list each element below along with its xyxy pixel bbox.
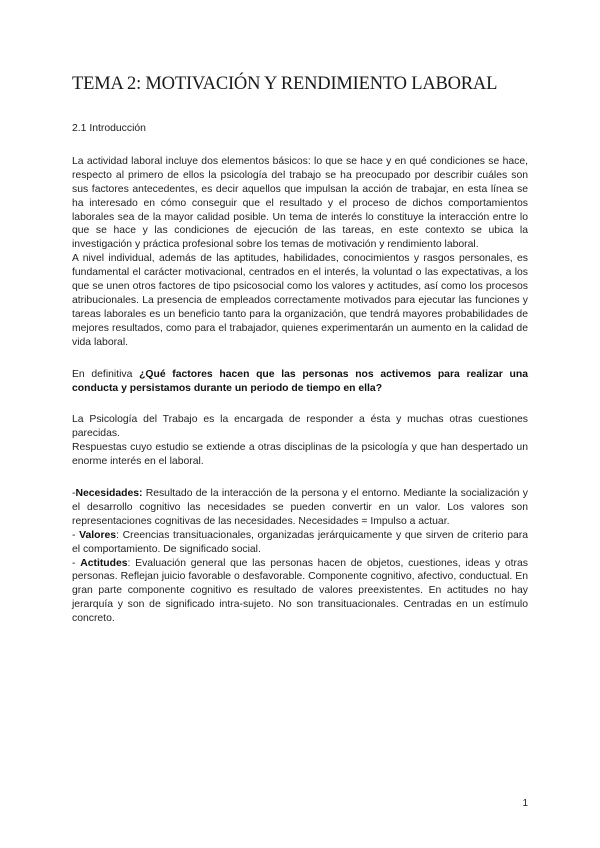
section-heading: 2.1 Introducción [72,123,146,134]
definition-term: Necesidades: [75,488,143,500]
page-number: 1 [522,798,528,809]
key-question-bold: ¿Qué factores hacen que las personas nos activemos para realizar una conducta y persistamos durante un periodo de tiempo en ella? [72,368,528,394]
definition-prefix: - [72,557,81,569]
definition-text: : Creencias transituacionales, organizadas jerárquicamente y que sirven de criterio para el comportamiento. De significado social. [72,529,528,555]
definition-text: : Evaluación general que las personas hacen de objetos, cuestiones, ideas y otras personas. Reflejan juicio favorable o desfavorable. Componente cognitivo, afectivo, conductual. En gran parte componente cognitivo es resultado de valores preexistentes. En actitudes no hay jerarquía y son de significado intra-sujeto. No son transituacionales. Centradas en un estímulo concreto. [72,557,528,625]
definition-prefix: - [72,529,80,541]
intro-paragraph-1: La actividad laboral incluye dos elementos básicos: lo que se hace y en qué condiciones se hace, respecto al primero de ellos la psicología del trabajo se ha preocupado por describir cuáles son sus factores antecedentes, es decir aquellos que impulsan la acción de trabajar, en esta línea se ha interesado en cómo conseguir que el resultado y el proceso de dichos comportamientos laborales sea de la mayor calidad posible. Un tema de interés lo constituye la interacción entre lo que se hace y las condiciones de ejecución de las tareas, en este contexto se ubica la investigación y práctica profesional sobre los temas de motivación y rendimiento laboral. [72,155,528,251]
key-question-intro: En definitiva [72,368,140,380]
document-page [72,0,528,848]
key-question [72,368,528,396]
definition-prefix: - [72,488,76,500]
psychology-paragraph: La Psicología del Trabajo es la encargada de responder a ésta y muchas otras cuestiones parecidas. [72,414,528,440]
definition-term: Actitudes [80,557,128,569]
definition-valores [72,529,528,557]
page-title: TEMA 2: MOTIVACIÓN Y RENDIMIENTO LABORAL [72,74,498,94]
answers-paragraph: Respuestas cuyo estudio se extiende a otras disciplinas de la psicología y que han despertado un enorme interés en el laboral. [72,442,528,468]
definition-necesidades [72,487,528,529]
intro-paragraph-2: A nivel individual, además de las aptitudes, habilidades, conocimientos y rasgos personales, es fundamental el carácter motivacional, centrados en el interés, la voluntad o las expectativas, a los que se unen otros factores de tipo psicosocial como los valores y actitudes, así como los procesos atribucionales. La presencia de empleados correctamente motivados para ejecutar las funciones y tareas laborales es un beneficio tanto para la organización, que tendrá mayores probabilidades de mejores resultados, como para el trabajador, quienes experimentarán un aumento en la calidad de vida laboral. [72,253,528,348]
definition-text: Resultado de la interacción de la persona y el entorno. Mediante la socialización y el desarrollo cognitivo las necesidades se pueden convertir en un valor. Los valores son representaciones cognitivas de las necesidades. Necesidades = Impulso a actuar. [72,488,528,527]
definition-term: Valores [79,529,117,541]
definition-actitudes [72,557,528,627]
document-body [72,122,528,626]
